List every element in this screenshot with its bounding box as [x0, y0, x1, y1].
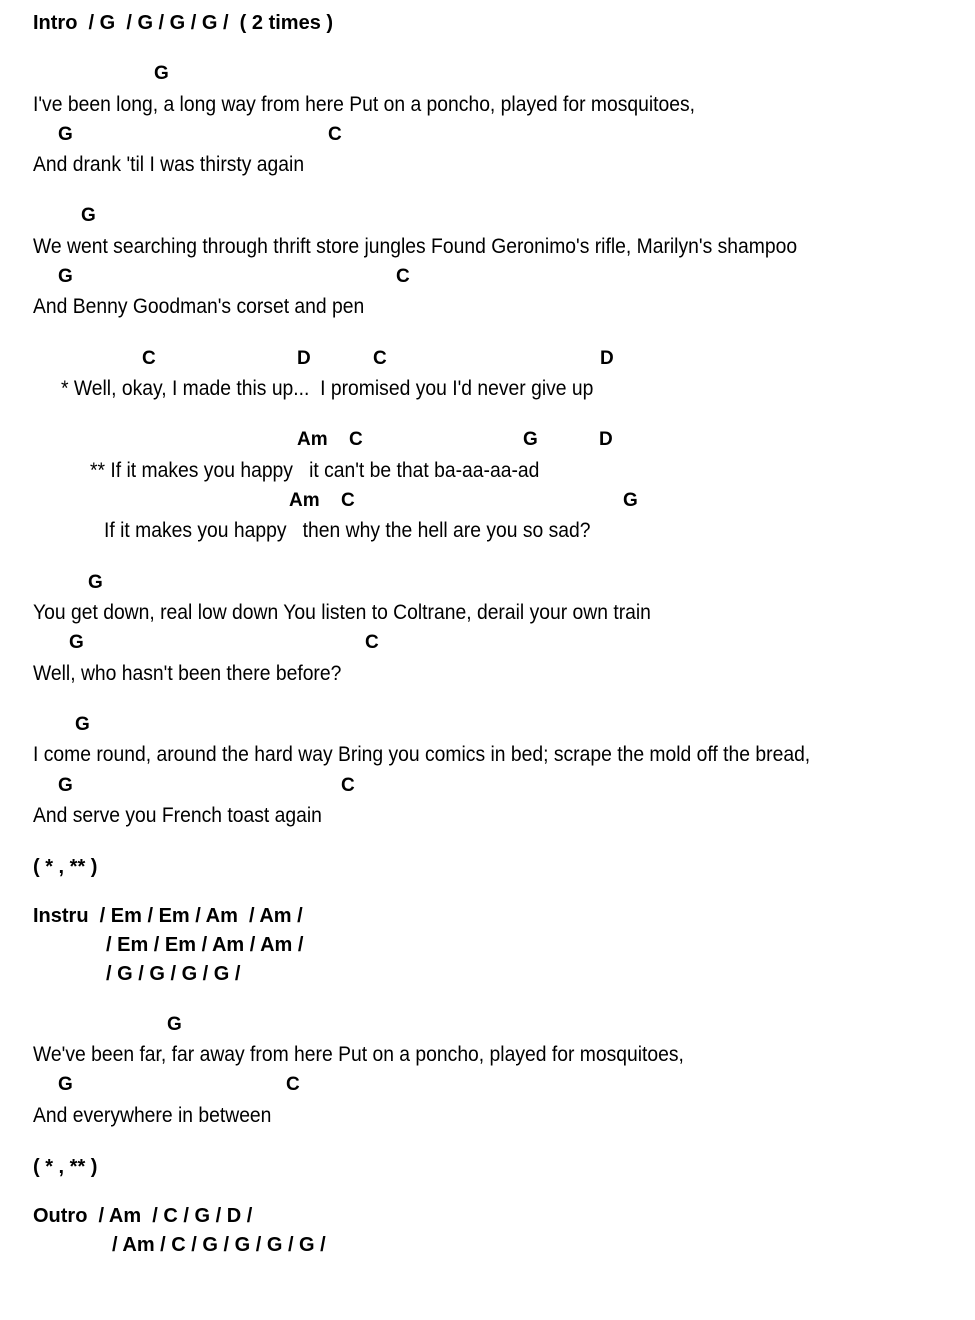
- chord: G: [623, 490, 638, 511]
- chord: D: [297, 348, 311, 369]
- lyric-line: You get down, real low down You listen to Coltrane, derail your own train: [33, 601, 651, 624]
- lyric-line: * Well, okay, I made this up... I promised you I'd never give up: [61, 377, 594, 400]
- lyric-line: Well, who hasn't been there before?: [33, 662, 342, 685]
- chord: C: [286, 1074, 300, 1095]
- chord: Am: [289, 490, 320, 511]
- chord: G: [58, 1074, 73, 1095]
- instru-line: / G / G / G / G /: [106, 963, 241, 985]
- chord: C: [396, 266, 410, 287]
- chord: C: [373, 348, 387, 369]
- lyric-line: We went searching through thrift store jungles Found Geronimo's rifle, Marilyn's shampoo: [33, 235, 798, 258]
- chord: C: [142, 348, 156, 369]
- chord: C: [328, 124, 342, 145]
- chord: D: [599, 429, 613, 450]
- repeat-marker: ( * , ** ): [33, 1156, 98, 1178]
- chord: G: [58, 775, 73, 796]
- chord: G: [75, 714, 90, 735]
- lyric-line: We've been far, far away from here Put on a poncho, played for mosquitoes,: [33, 1043, 684, 1066]
- chord: G: [154, 63, 169, 84]
- lyric-line: I've been long, a long way from here Put on a poncho, played for mosquitoes,: [33, 93, 696, 116]
- outro-line: / Am / C / G / G / G / G /: [112, 1234, 326, 1256]
- lyric-line: ** If it makes you happy it can't be that ba-aa-aa-ad: [90, 459, 540, 482]
- lyric-line: And serve you French toast again: [33, 804, 322, 827]
- chord: Am: [297, 429, 328, 450]
- lyric-line: And Benny Goodman's corset and pen: [33, 295, 365, 318]
- chord: G: [58, 124, 73, 145]
- lyric-line: I come round, around the hard way Bring you comics in bed; scrape the mold off the bread,: [33, 743, 811, 766]
- chord: D: [600, 348, 614, 369]
- instru-line: Instru / Em / Em / Am / Am /: [33, 905, 303, 927]
- lyric-line: If it makes you happy then why the hell are you so sad?: [104, 519, 591, 542]
- chord: C: [341, 775, 355, 796]
- chord: C: [365, 632, 379, 653]
- instru-line: / Em / Em / Am / Am /: [106, 934, 304, 956]
- chord: G: [88, 572, 103, 593]
- chord: G: [69, 632, 84, 653]
- chord: G: [167, 1014, 182, 1035]
- outro-line: Outro / Am / C / G / D /: [33, 1205, 253, 1227]
- chord: C: [341, 490, 355, 511]
- lyric-line: And everywhere in between: [33, 1104, 272, 1127]
- chord: G: [81, 205, 96, 226]
- chord: G: [523, 429, 538, 450]
- chord: G: [58, 266, 73, 287]
- repeat-marker: ( * , ** ): [33, 856, 98, 878]
- intro-line: Intro / G / G / G / G / ( 2 times ): [33, 12, 334, 34]
- lyric-line: And drank 'til I was thirsty again: [33, 153, 305, 176]
- chord: C: [349, 429, 363, 450]
